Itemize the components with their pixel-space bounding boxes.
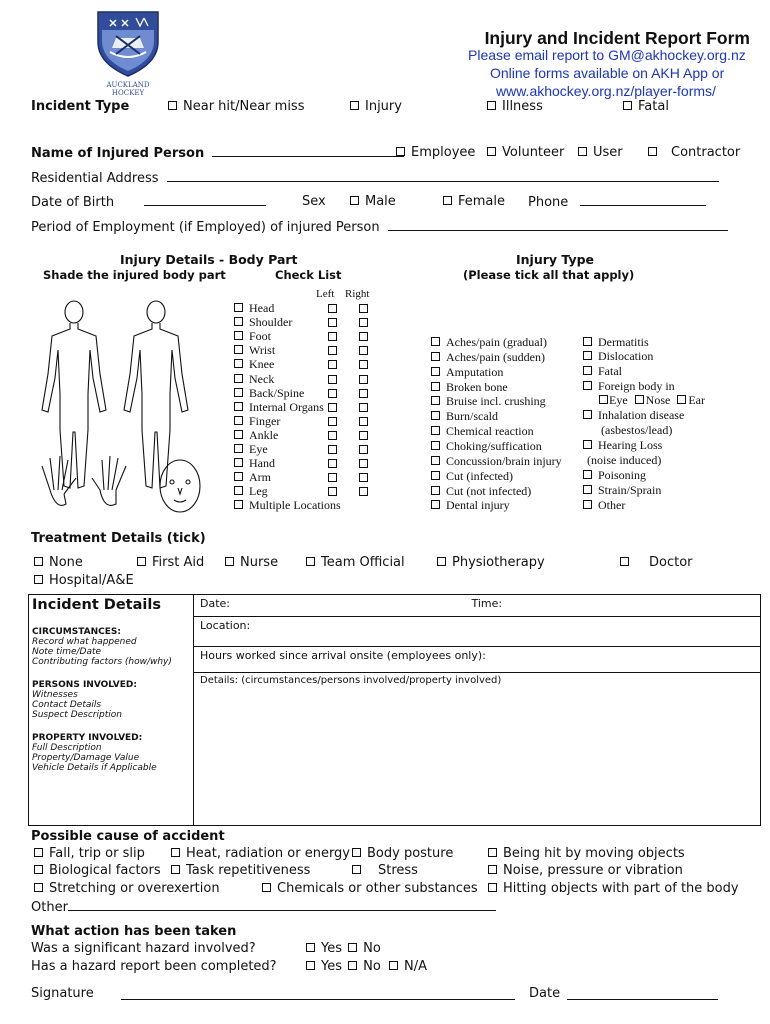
checkbox[interactable] bbox=[34, 865, 43, 874]
body-part-row bbox=[234, 343, 275, 358]
hazard-report-answers bbox=[306, 959, 427, 974]
cause-other-label: Other bbox=[31, 900, 68, 915]
checkbox[interactable] bbox=[431, 352, 440, 361]
treatment-first-aid[interactable]: First Aid bbox=[137, 555, 204, 570]
checkbox[interactable] bbox=[168, 101, 177, 110]
body-part-label: Ankle bbox=[249, 427, 279, 442]
body-part-label: Neck bbox=[249, 371, 275, 386]
checkbox[interactable] bbox=[583, 500, 592, 509]
role-volunteer[interactable]: Volunteer bbox=[487, 145, 564, 160]
injury-strain[interactable]: Strain/Sprain bbox=[583, 483, 661, 498]
body-part-left-checkbox[interactable] bbox=[328, 318, 337, 327]
date-footer-field[interactable] bbox=[567, 986, 718, 1000]
date-footer-label: Date bbox=[529, 986, 561, 1001]
body-part-checkbox[interactable] bbox=[234, 374, 243, 383]
sex-female[interactable]: Female bbox=[443, 194, 505, 209]
body-part-checkbox[interactable] bbox=[234, 486, 243, 495]
body-part-left-checkbox[interactable] bbox=[328, 375, 337, 384]
body-part-label: Wrist bbox=[249, 343, 276, 358]
checkbox[interactable] bbox=[350, 196, 359, 205]
checkbox[interactable] bbox=[488, 865, 497, 874]
circumstances-heading: CIRCUMSTANCES: bbox=[32, 627, 122, 637]
phone-field[interactable] bbox=[580, 194, 706, 206]
foreign-body-eye[interactable]: Eye bbox=[599, 393, 628, 407]
checkbox[interactable] bbox=[431, 441, 440, 450]
checkbox[interactable] bbox=[583, 337, 592, 346]
cause-posture[interactable]: Body posture bbox=[352, 846, 453, 861]
treatment-nurse[interactable]: Nurse bbox=[225, 555, 278, 570]
checkbox[interactable] bbox=[620, 557, 629, 566]
body-part-checkbox[interactable] bbox=[234, 402, 243, 411]
cause-hitting-objects[interactable]: Hitting objects with part of the body bbox=[488, 881, 739, 896]
hazard-question: Was a significant hazard involved? bbox=[31, 941, 256, 956]
body-part-label: Shoulder bbox=[249, 315, 293, 330]
checkbox[interactable] bbox=[137, 557, 146, 566]
property-item: Vehicle Details if Applicable bbox=[32, 763, 157, 773]
checkbox[interactable] bbox=[599, 395, 608, 404]
body-part-left-checkbox[interactable] bbox=[328, 360, 337, 369]
injury-other[interactable]: Other bbox=[583, 498, 625, 513]
property-heading: PROPERTY INVOLVED: bbox=[32, 733, 143, 743]
auckland-hockey-logo bbox=[92, 8, 164, 97]
checkbox[interactable] bbox=[583, 470, 592, 479]
checkbox[interactable] bbox=[431, 367, 440, 376]
checkbox[interactable] bbox=[431, 411, 440, 420]
hazard-report-question: Has a hazard report been completed? bbox=[31, 959, 277, 974]
hearing-sub: (noise induced) bbox=[587, 453, 662, 467]
body-part-left-checkbox[interactable] bbox=[328, 459, 337, 468]
incident-guidance-cell bbox=[29, 595, 194, 826]
injury-type-item[interactable]: Dental injury bbox=[431, 498, 510, 513]
body-part-left-checkbox[interactable] bbox=[328, 389, 337, 398]
body-part-row bbox=[234, 470, 271, 485]
treatment-hospital[interactable]: Hospital/A&E bbox=[34, 573, 134, 588]
body-part-label: Hand bbox=[249, 456, 275, 471]
body-part-left-checkbox[interactable] bbox=[328, 473, 337, 482]
body-part-checkbox[interactable] bbox=[234, 345, 243, 354]
injury-dislocation[interactable]: Dislocation bbox=[583, 349, 653, 364]
checkbox[interactable] bbox=[583, 440, 592, 449]
checkbox[interactable] bbox=[431, 471, 440, 480]
checkbox[interactable] bbox=[431, 337, 440, 346]
cause-biological[interactable]: Biological factors bbox=[34, 863, 161, 878]
body-part-right-checkbox[interactable] bbox=[359, 473, 368, 482]
injury-type-item[interactable]: Chemical reaction bbox=[431, 424, 534, 439]
report-na[interactable]: N/A bbox=[385, 959, 427, 974]
body-part-row bbox=[234, 400, 324, 415]
address-field[interactable] bbox=[167, 170, 719, 182]
persons-item: Suspect Description bbox=[32, 710, 122, 720]
cause-other-row bbox=[31, 899, 496, 915]
checkbox[interactable] bbox=[488, 883, 497, 892]
checkbox[interactable] bbox=[583, 485, 592, 494]
injury-hearing[interactable]: Hearing Loss bbox=[583, 438, 662, 453]
checkbox[interactable] bbox=[431, 396, 440, 405]
address-label: Residential Address bbox=[31, 171, 159, 186]
checkbox[interactable] bbox=[583, 410, 592, 419]
injury-type-item[interactable]: Choking/suffication bbox=[431, 439, 542, 454]
body-part-row bbox=[234, 428, 278, 443]
checkbox[interactable] bbox=[583, 351, 592, 360]
property-item: Full Description bbox=[32, 743, 102, 753]
checkbox[interactable] bbox=[431, 456, 440, 465]
hours-label: Hours worked since arrival onsite (employees only): bbox=[200, 649, 486, 662]
body-part-checkbox[interactable] bbox=[234, 416, 243, 425]
date-time-cell[interactable] bbox=[194, 595, 761, 617]
body-part-checkbox[interactable] bbox=[234, 331, 243, 340]
body-part-checkbox[interactable] bbox=[234, 388, 243, 397]
body-part-right-checkbox[interactable] bbox=[359, 431, 368, 440]
incident-type-near-miss[interactable]: Near hit/Near miss bbox=[168, 99, 304, 114]
body-part-row bbox=[234, 386, 304, 401]
role-user[interactable]: User bbox=[578, 145, 623, 160]
body-part-row bbox=[234, 414, 280, 429]
body-part-left-checkbox[interactable] bbox=[328, 417, 337, 426]
foreign-body-options bbox=[599, 393, 705, 408]
role-employee[interactable]: Employee bbox=[396, 145, 475, 160]
right-column-label: Right bbox=[345, 288, 370, 300]
body-part-row bbox=[234, 442, 268, 457]
report-yes[interactable]: Yes bbox=[306, 959, 342, 974]
cause-other-field[interactable] bbox=[68, 899, 496, 911]
checkbox[interactable] bbox=[437, 557, 446, 566]
treatment-none[interactable]: None bbox=[34, 555, 83, 570]
injury-type-item[interactable]: Cut (infected) bbox=[431, 469, 513, 484]
logo-text-1: AUCKLAND bbox=[106, 81, 150, 89]
circumstances-item: Record what happened bbox=[32, 637, 137, 647]
details-label: Details: (circumstances/persons involved/property involved) bbox=[200, 675, 502, 686]
body-part-row bbox=[234, 456, 275, 471]
body-part-label: Foot bbox=[249, 329, 272, 344]
shade-label: Shade the injured body part bbox=[43, 268, 226, 282]
multiple-locations[interactable]: Multiple Locations bbox=[234, 498, 341, 513]
body-part-row bbox=[234, 315, 292, 330]
hazard-no[interactable]: No bbox=[346, 941, 381, 956]
body-part-row bbox=[234, 357, 274, 372]
employment-label: Period of Employment (if Employed) of injured Person bbox=[31, 220, 380, 235]
checkbox[interactable] bbox=[306, 943, 315, 952]
body-part-label: Knee bbox=[249, 357, 275, 372]
injury-type-item[interactable]: Burn/scald bbox=[431, 409, 498, 424]
checklist-label: Check List bbox=[275, 268, 342, 282]
dob-label: Date of Birth bbox=[31, 195, 115, 210]
body-part-left-checkbox[interactable] bbox=[328, 346, 337, 355]
front-body-icon bbox=[42, 301, 106, 488]
incident-type-fatal[interactable]: Fatal bbox=[623, 99, 669, 114]
checkbox[interactable] bbox=[396, 147, 405, 156]
persons-heading: PERSONS INVOLVED: bbox=[32, 680, 137, 690]
employment-row bbox=[31, 219, 728, 235]
checkbox[interactable] bbox=[34, 575, 43, 584]
cause-stress[interactable]: Stress bbox=[352, 863, 418, 878]
checkbox[interactable] bbox=[306, 557, 315, 566]
report-no[interactable]: No bbox=[346, 959, 381, 974]
checkbox[interactable] bbox=[583, 366, 592, 375]
body-diagram[interactable] bbox=[30, 298, 230, 518]
checkbox[interactable] bbox=[348, 961, 357, 970]
sex-label: Sex bbox=[302, 194, 326, 209]
checkbox[interactable] bbox=[171, 848, 180, 857]
body-part-checkbox[interactable] bbox=[234, 458, 243, 467]
persons-item: Witnesses bbox=[32, 690, 78, 700]
injury-type-item[interactable]: Bruise incl. crushing bbox=[431, 394, 546, 409]
cause-fall[interactable]: Fall, trip or slip bbox=[34, 846, 145, 861]
foreign-body-ear[interactable]: Ear bbox=[677, 393, 705, 407]
role-contractor[interactable]: Contractor bbox=[648, 145, 740, 160]
signature-field[interactable] bbox=[121, 986, 515, 1000]
phone-label: Phone bbox=[528, 195, 569, 210]
body-part-right-checkbox[interactable] bbox=[359, 318, 368, 327]
body-part-left-checkbox[interactable] bbox=[328, 431, 337, 440]
body-part-row bbox=[234, 372, 274, 387]
circumstances-item: Contributing factors (how/why) bbox=[32, 657, 172, 667]
time-label: Time: bbox=[471, 597, 503, 610]
checkbox[interactable] bbox=[431, 500, 440, 509]
treatment-doctor[interactable]: Doctor bbox=[620, 555, 693, 570]
checkbox[interactable] bbox=[623, 101, 632, 110]
checkbox[interactable] bbox=[578, 147, 587, 156]
body-part-checkbox[interactable] bbox=[234, 303, 243, 312]
body-part-left-checkbox[interactable] bbox=[328, 445, 337, 454]
injury-type-item[interactable]: Concussion/brain injury bbox=[431, 454, 562, 469]
body-part-label: Eye bbox=[249, 442, 268, 456]
checkbox[interactable] bbox=[443, 196, 452, 205]
address-row bbox=[31, 170, 719, 186]
checkbox[interactable] bbox=[635, 395, 644, 404]
checkbox[interactable] bbox=[225, 557, 234, 566]
treatment-heading: Treatment Details (tick) bbox=[31, 531, 206, 546]
body-part-left-checkbox[interactable] bbox=[328, 403, 337, 412]
cause-stretching[interactable]: Stretching or overexertion bbox=[34, 881, 220, 896]
checkbox[interactable] bbox=[431, 486, 440, 495]
email-instruction: Please email report to GM@akhockey.org.nz bbox=[468, 47, 746, 63]
checkbox[interactable] bbox=[34, 557, 43, 566]
injury-type-heading: Injury Type bbox=[516, 252, 595, 267]
checkbox[interactable] bbox=[677, 395, 686, 404]
injury-type-item[interactable]: Aches/pain (sudden) bbox=[431, 350, 545, 365]
injury-type-item[interactable]: Aches/pain (gradual) bbox=[431, 335, 547, 350]
body-part-right-checkbox[interactable] bbox=[359, 346, 368, 355]
action-heading: What action has been taken bbox=[31, 924, 237, 939]
checkbox[interactable] bbox=[34, 883, 43, 892]
checkbox[interactable] bbox=[488, 848, 497, 857]
checkbox[interactable] bbox=[171, 865, 180, 874]
checkbox[interactable] bbox=[348, 943, 357, 952]
cause-heading: Possible cause of accident bbox=[31, 829, 225, 844]
checkbox[interactable] bbox=[306, 961, 315, 970]
left-column-label: Left bbox=[316, 288, 335, 300]
injury-type-subheading: (Please tick all that apply) bbox=[463, 268, 635, 282]
checkbox[interactable] bbox=[431, 382, 440, 391]
hazard-answers bbox=[306, 941, 381, 956]
injury-details-heading: Injury Details - Body Part bbox=[120, 252, 298, 267]
phone-row bbox=[528, 194, 706, 210]
dob-field[interactable] bbox=[144, 194, 266, 206]
checkbox[interactable] bbox=[648, 147, 657, 156]
injury-type-item[interactable]: Broken bone bbox=[431, 380, 508, 395]
foreign-body-nose[interactable]: Nose bbox=[635, 393, 671, 407]
checkbox[interactable] bbox=[431, 426, 440, 435]
online-forms-line: Online forms available on AKH App or bbox=[490, 65, 725, 81]
signature-label: Signature bbox=[31, 986, 94, 1001]
injury-inhalation[interactable]: Inhalation disease bbox=[583, 408, 684, 423]
form-title: Injury and Incident Report Form bbox=[484, 28, 750, 48]
location-label: Location: bbox=[200, 619, 251, 632]
incident-type-injury[interactable]: Injury bbox=[350, 99, 402, 114]
logo-text-2: HOCKEY bbox=[111, 89, 145, 97]
body-part-checkbox[interactable] bbox=[234, 444, 243, 453]
injury-poisoning[interactable]: Poisoning bbox=[583, 468, 646, 483]
body-part-row bbox=[234, 329, 271, 344]
website-link[interactable]: www.akhockey.org.nz/player-forms/ bbox=[496, 83, 716, 99]
body-part-label: Head bbox=[249, 301, 275, 315]
body-part-left-checkbox[interactable] bbox=[328, 332, 337, 341]
cause-moving-objects[interactable]: Being hit by moving objects bbox=[488, 846, 685, 861]
injury-dermatitis[interactable]: Dermatitis bbox=[583, 335, 649, 350]
location-cell[interactable] bbox=[194, 617, 761, 647]
body-part-checkbox[interactable] bbox=[234, 359, 243, 368]
body-part-checkbox[interactable] bbox=[234, 430, 243, 439]
checkbox[interactable] bbox=[234, 500, 243, 509]
checkbox[interactable] bbox=[34, 848, 43, 857]
body-part-right-checkbox[interactable] bbox=[359, 487, 368, 496]
injury-fatal[interactable]: Fatal bbox=[583, 364, 622, 379]
body-part-row bbox=[234, 301, 274, 316]
checkbox[interactable] bbox=[352, 865, 361, 874]
body-part-right-checkbox[interactable] bbox=[359, 332, 368, 341]
hours-cell[interactable] bbox=[194, 647, 761, 673]
body-part-right-checkbox[interactable] bbox=[359, 375, 368, 384]
hazard-yes[interactable]: Yes bbox=[306, 941, 342, 956]
body-part-checkbox[interactable] bbox=[234, 472, 243, 481]
checkbox[interactable] bbox=[389, 961, 398, 970]
dob-row bbox=[31, 194, 266, 210]
details-cell[interactable] bbox=[194, 673, 761, 826]
checkbox[interactable] bbox=[350, 101, 359, 110]
checkbox[interactable] bbox=[583, 381, 592, 390]
body-part-right-checkbox[interactable] bbox=[359, 360, 368, 369]
injured-person-field[interactable] bbox=[212, 145, 404, 157]
persons-item: Contact Details bbox=[32, 700, 102, 710]
body-part-label: Finger bbox=[249, 413, 281, 428]
body-part-label: Back/Spine bbox=[249, 385, 305, 400]
body-part-checkbox[interactable] bbox=[234, 317, 243, 326]
checkbox[interactable] bbox=[262, 883, 271, 892]
employment-field[interactable] bbox=[388, 219, 728, 231]
incident-type-label: Incident Type bbox=[31, 99, 130, 114]
crest-icon bbox=[92, 8, 164, 78]
injured-person-name-row bbox=[31, 145, 404, 161]
checkbox[interactable] bbox=[352, 848, 361, 857]
body-part-label: Leg bbox=[249, 484, 268, 499]
body-part-left-checkbox[interactable] bbox=[328, 487, 337, 496]
circumstances-item: Note time/Date bbox=[32, 647, 102, 657]
body-part-right-checkbox[interactable] bbox=[359, 417, 368, 426]
treatment-team-official[interactable]: Team Official bbox=[306, 555, 405, 570]
incident-details-heading: Incident Details bbox=[32, 597, 161, 613]
cause-repetitiveness[interactable]: Task repetitiveness bbox=[171, 863, 310, 878]
inhalation-sub: (asbestos/lead) bbox=[601, 423, 673, 437]
sex-male[interactable]: Male bbox=[350, 194, 396, 209]
property-item: Property/Damage Value bbox=[32, 753, 140, 763]
checkbox[interactable] bbox=[487, 101, 496, 110]
body-part-label: Arm bbox=[249, 470, 271, 485]
injury-type-item[interactable]: Amputation bbox=[431, 365, 503, 380]
body-part-right-checkbox[interactable] bbox=[359, 389, 368, 398]
cause-noise[interactable]: Noise, pressure or vibration bbox=[488, 863, 683, 878]
cause-chemicals[interactable]: Chemicals or other substances bbox=[262, 881, 478, 896]
body-part-label: Internal Organs bbox=[249, 399, 324, 414]
body-part-left-checkbox[interactable] bbox=[328, 304, 337, 313]
injury-type-item[interactable]: Cut (not infected) bbox=[431, 484, 531, 499]
date-label: Date: bbox=[200, 597, 230, 610]
cause-heat[interactable]: Heat, radiation or energy bbox=[171, 846, 350, 861]
body-part-right-checkbox[interactable] bbox=[359, 304, 368, 313]
checkbox[interactable] bbox=[487, 147, 496, 156]
injured-person-label: Name of Injured Person bbox=[31, 146, 205, 161]
incident-type-illness[interactable]: Illness bbox=[487, 99, 543, 114]
treatment-physiotherapy[interactable]: Physiotherapy bbox=[437, 555, 545, 570]
body-part-right-checkbox[interactable] bbox=[359, 459, 368, 468]
body-part-right-checkbox[interactable] bbox=[359, 403, 368, 412]
body-part-right-checkbox[interactable] bbox=[359, 445, 368, 454]
incident-details-table bbox=[28, 594, 761, 826]
injury-foreign-body[interactable]: Foreign body in bbox=[583, 379, 675, 394]
